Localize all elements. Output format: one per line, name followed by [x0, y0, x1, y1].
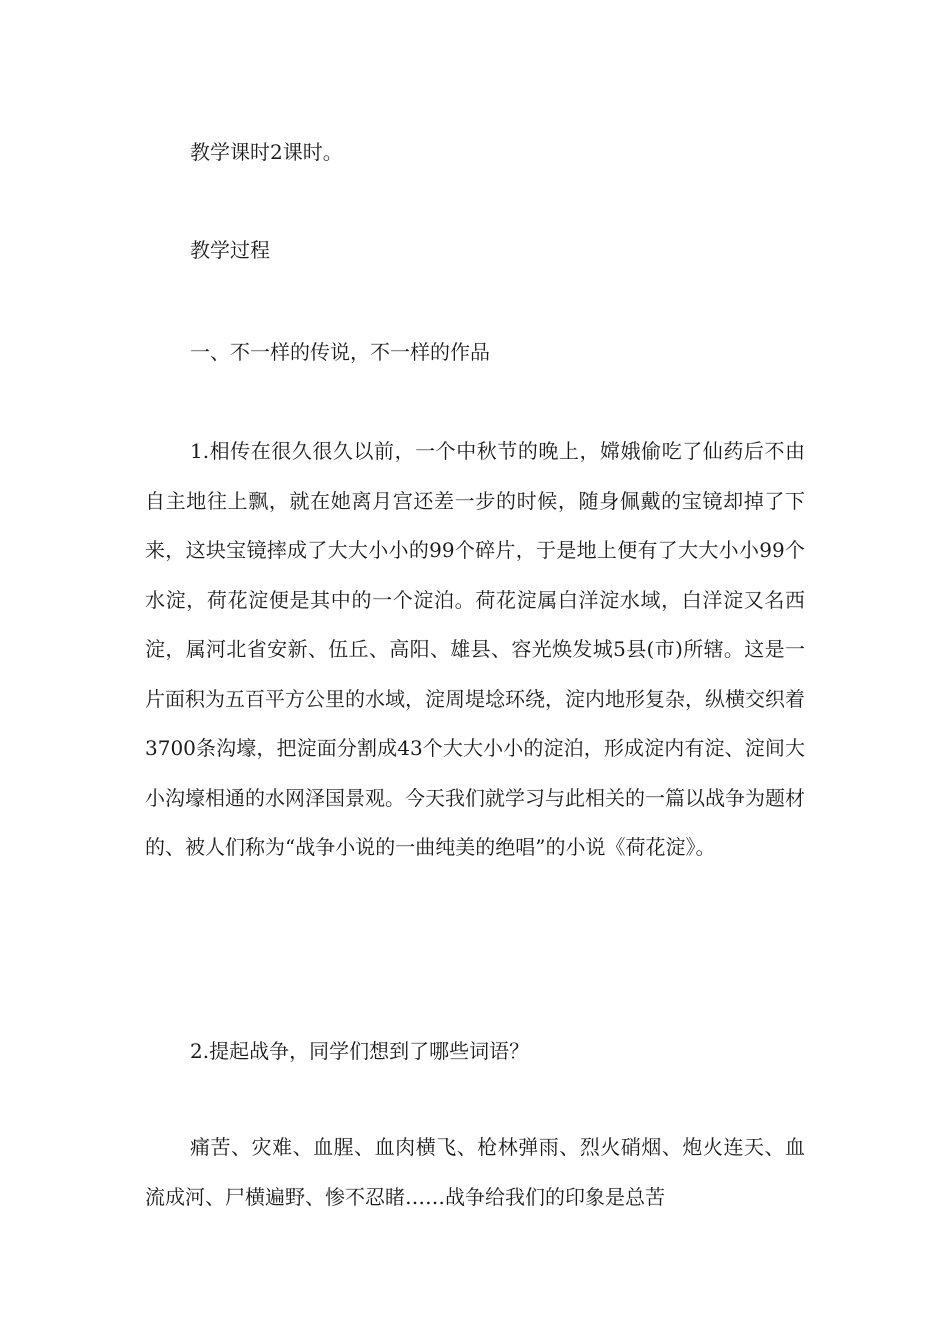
- paragraph-war-words: 痛苦、灾难、血腥、血肉横飞、枪林弹雨、烈火硝烟、炮火连天、血流成河、尸横遍野、惨不忍睹……战争给我们的印象是总苦: [145, 1135, 805, 1209]
- paragraph-teaching-process-heading: 教学过程: [190, 238, 270, 262]
- paragraph-war-question: 2.提起战争，同学们想到了哪些词语？: [190, 1039, 530, 1063]
- paragraph-lesson-hours: 教学课时2课时。: [190, 140, 343, 164]
- paragraph-section-one-heading: 一、不一样的传说，不一样的作品: [190, 340, 490, 364]
- paragraph-legend-introduction: 1.相传在很久很久以前，一个中秋节的晚上，嫦娥偷吃了仙药后不由自主地往上飘，就在她离月宫还差一步的时候，随身佩戴的宝镜却掉了下来，这块宝镜摔成了大大小小的99个碎片，于是地上便有了大大小小99个水淀，荷花淀便是其中的一个淀泊。荷花淀属白洋淀水域，白洋淀又名西淀，属河北省安新、伍丘、高阳、雄县、容光焕发城5县(市)所辖。这是一片面积为五百平方公里的水域，淀周堤埝环绕，淀内地形复杂，纵横交织着3700条沟壕，把淀面分割成43个大大小小的淀泊，形成淀内有淀、淀间大小沟壕相通的水网泽国景观。今天我们就学习与此相关的一篇以战争为题材的、被人们称为“战争小说的一曲纯美的绝唱”的小说《荷花淀》。: [145, 439, 805, 859]
